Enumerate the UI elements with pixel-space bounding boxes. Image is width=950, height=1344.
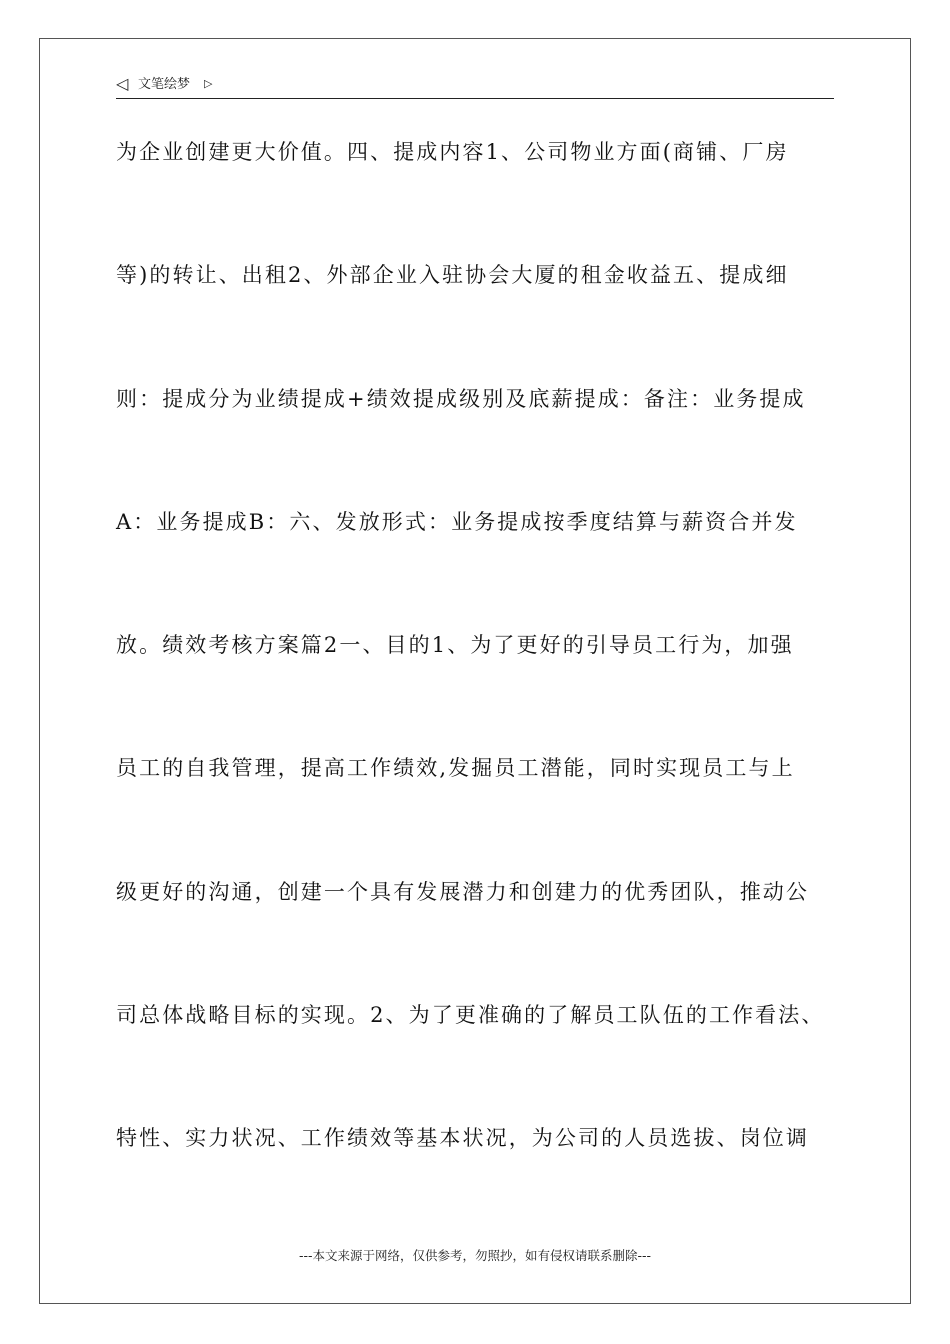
page-header bbox=[116, 74, 834, 99]
text-line-4: A：业务提成B：六、发放形式：业务提成按季度结算与薪资合并发 bbox=[116, 509, 798, 534]
footer-notice: ---本文来源于网络，仅供参考，勿照抄，如有侵权请联系删除--- bbox=[298, 1248, 652, 1263]
header-title: 文笔绘梦 bbox=[138, 77, 191, 92]
left-triangle-icon: ◁ bbox=[116, 74, 129, 93]
document-body bbox=[116, 130, 856, 1240]
text-line-2: 等)的转让、出租2、外部企业入驻协会大厦的租金收益五、提成细 bbox=[116, 263, 789, 288]
text-line-6: 员工的自我管理，提高工作绩效,发掘员工潜能，同时实现员工与上 bbox=[116, 756, 795, 781]
text-line-7: 级更好的沟通，创建一个具有发展潜力和创建力的优秀团队，推动公 bbox=[116, 879, 809, 904]
text-line-3: 则：提成分为业绩提成+绩效提成级别及底薪提成：备注：业务提成 bbox=[116, 386, 806, 411]
right-triangle-icon: ▷ bbox=[204, 77, 213, 90]
text-line-9: 特性、实力状况、工作绩效等基本状况，为公司的人员选拔、岗位调 bbox=[116, 1126, 809, 1151]
text-line-1: 为企业创建更大价值。四、提成内容1、公司物业方面(商铺、厂房 bbox=[116, 140, 789, 164]
text-line-8: 司总体战略目标的实现。2、为了更准确的了解员工队伍的工作看法、 bbox=[116, 1003, 825, 1028]
text-line-5: 放。绩效考核方案篇2一、目的1、为了更好的引导员工行为，加强 bbox=[116, 633, 794, 658]
